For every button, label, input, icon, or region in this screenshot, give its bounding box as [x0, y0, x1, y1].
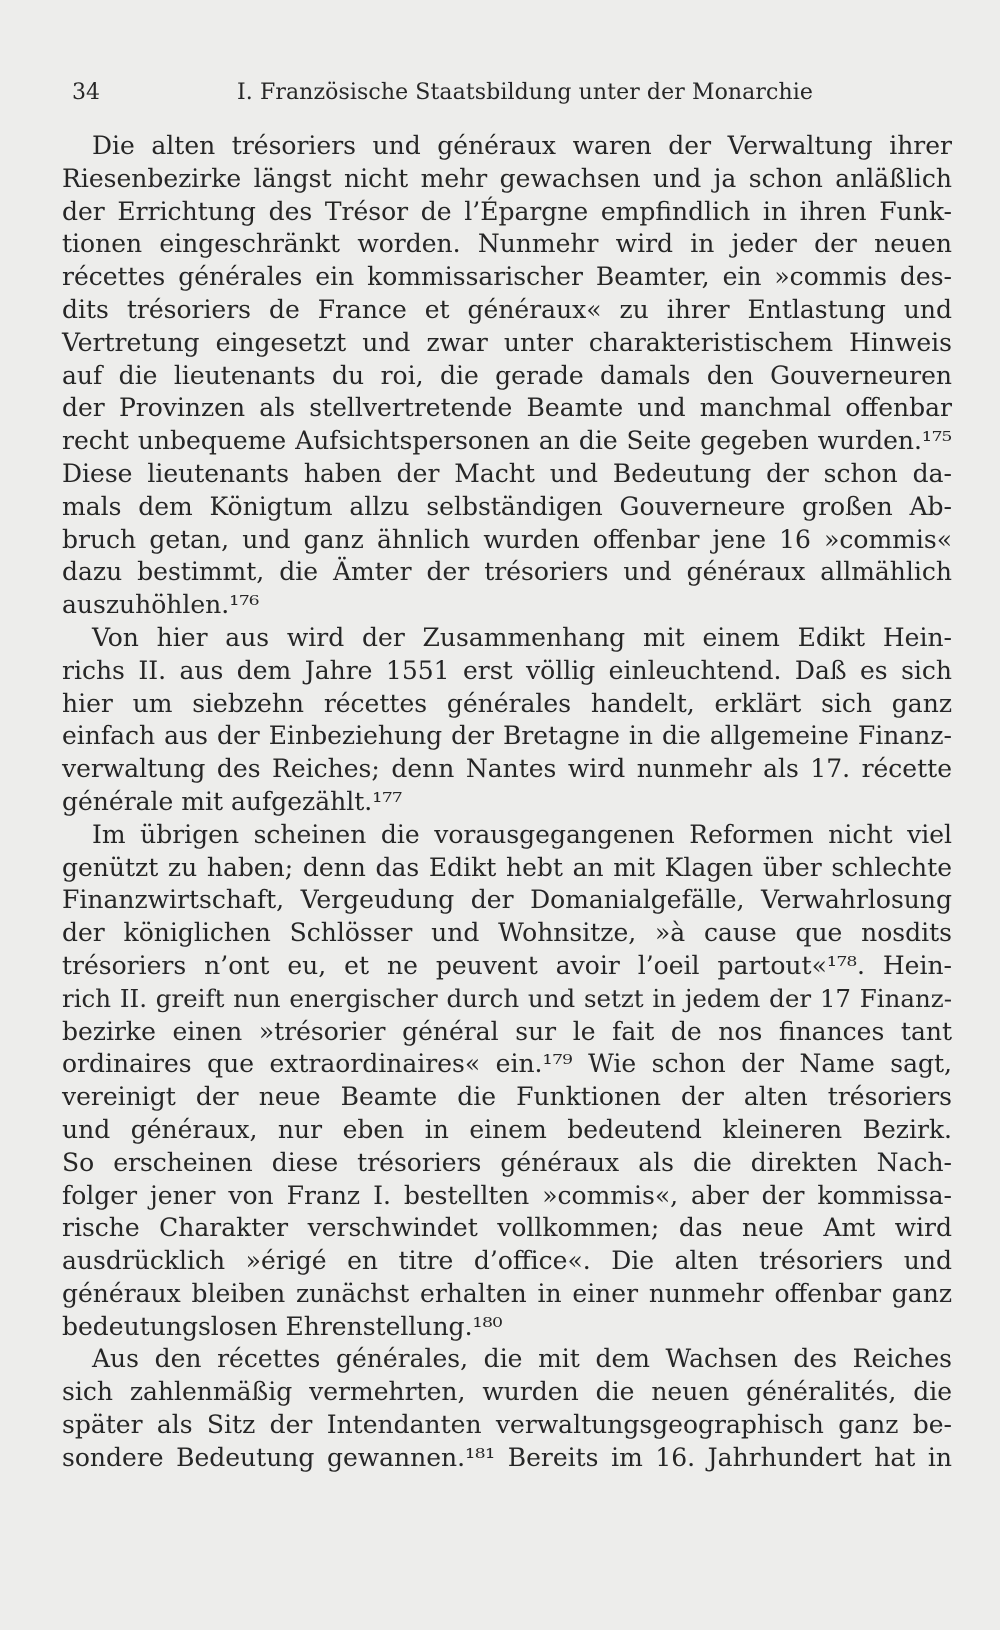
text-line: hier um siebzehn récettes générales handelt, erklärt sich ganz — [62, 688, 952, 718]
paragraph-1 — [62, 130, 952, 622]
text-line: mals dem Königtum allzu selbständigen Gouverneure großen Ab- — [62, 491, 952, 521]
page-header — [72, 76, 952, 110]
text-line: Vertretung eingesetzt und zwar unter charakteristischem Hinweis — [62, 327, 952, 357]
paragraph-2 — [62, 622, 952, 819]
text-line: richs II. aus dem Jahre 1551 erst völlig einleuchtend. Daß es sich — [62, 655, 952, 685]
text-line: sondere Bedeutung gewannen.¹⁸¹ Bereits im 16. Jahrhundert hat in — [62, 1442, 952, 1472]
text-line: ausdrücklich »érigé en titre d’office«. Die alten trésoriers und — [62, 1246, 952, 1276]
text-line: sich zahlenmäßig vermehrten, wurden die neuen généralités, die — [62, 1377, 952, 1407]
running-title: I. Französische Staatsbildung unter der Monarchie — [237, 80, 813, 105]
text-line: auf die lieutenants du roi, die gerade damals den Gouverneuren — [62, 360, 952, 390]
text-line: der königlichen Schlösser und Wohnsitze, »à cause que nosdits — [62, 918, 952, 948]
page-number: 34 — [72, 80, 100, 105]
paragraph-4 — [62, 1343, 952, 1474]
text-line: dazu bestimmt, die Ämter der trésoriers und généraux allmählich — [62, 557, 952, 587]
text-line: folger jener von Franz I. bestellten »commis«, aber der kommissa- — [62, 1180, 952, 1210]
text-line: bezirke einen »trésorier général sur le fait de nos finances tant — [62, 1016, 952, 1046]
text-line: So erscheinen diese trésoriers généraux als die direkten Nach- — [62, 1147, 952, 1177]
text-line: rische Charakter verschwindet vollkommen; das neue Amt wird — [62, 1213, 952, 1243]
text-line: généraux bleiben zunächst erhalten in einer nunmehr offenbar ganz — [62, 1278, 952, 1308]
text-line: einfach aus der Einbeziehung der Bretagne in die allgemeine Finanz- — [62, 721, 952, 751]
text-line: genützt zu haben; denn das Edikt hebt an mit Klagen über schlechte — [62, 852, 952, 882]
text-line: bruch getan, und ganz ähnlich wurden offenbar jene 16 »commis« — [62, 524, 952, 554]
text-line: Im übrigen scheinen die vorausgegangenen Reformen nicht viel — [92, 819, 952, 849]
text-line: später als Sitz der Intendanten verwaltungsgeographisch ganz be- — [62, 1410, 952, 1440]
text-line: générale mit aufgezählt.¹⁷⁷ — [62, 786, 403, 816]
text-line: Aus den récettes générales, die mit dem Wachsen des Reiches — [92, 1344, 952, 1374]
text-line: verwaltung des Reiches; denn Nantes wird nunmehr als 17. récette — [62, 754, 952, 784]
text-line: Die alten trésoriers und généraux waren der Verwaltung ihrer — [92, 131, 952, 160]
text-line: Finanzwirtschaft, Vergeudung der Domanialgefälle, Verwahrlosung — [62, 885, 952, 915]
text-line: Diese lieutenants haben der Macht und Bedeutung der schon da- — [62, 458, 952, 488]
text-line: vereinigt der neue Beamte die Funktionen der alten trésoriers — [62, 1082, 952, 1112]
text-line: dits trésoriers de France et généraux« zu ihrer Entlastung und — [62, 294, 952, 324]
text-line: tionen eingeschränkt worden. Nunmehr wird in jeder der neuen — [62, 229, 952, 259]
text-line: der Provinzen als stellvertretende Beamte und manchmal offenbar — [62, 393, 952, 423]
text-line: und généraux, nur eben in einem bedeutend kleineren Bezirk. — [62, 1114, 952, 1144]
text-line: récettes générales ein kommissarischer Beamter, ein »commis des- — [62, 262, 952, 292]
text-line: trésoriers n’ont eu, et ne peuvent avoir l’oeil partout«¹⁷⁸. Hein- — [62, 950, 952, 980]
text-line: auszuhöhlen.¹⁷⁶ — [62, 590, 260, 620]
text-line: ordinaires que extraordinaires« ein.¹⁷⁹ Wie schon der Name sagt, — [62, 1049, 952, 1079]
text-line: Riesenbezirke längst nicht mehr gewachsen und ja schon anläßlich — [62, 163, 952, 193]
text-line: recht unbequeme Aufsichtspersonen an die Seite gegeben wurden.¹⁷⁵ — [62, 426, 952, 456]
text-line: der Errichtung des Trésor de l’Épargne empfindlich in ihren Funk- — [62, 196, 952, 226]
body-text — [62, 130, 952, 1475]
text-line: rich II. greift nun energischer durch und setzt in jedem der 17 Finanz- — [62, 983, 952, 1013]
text-line: bedeutungslosen Ehrenstellung.¹⁸⁰ — [62, 1311, 503, 1341]
paragraph-3 — [62, 819, 952, 1344]
text-line: Von hier aus wird der Zusammenhang mit einem Edikt Hein- — [92, 622, 952, 652]
